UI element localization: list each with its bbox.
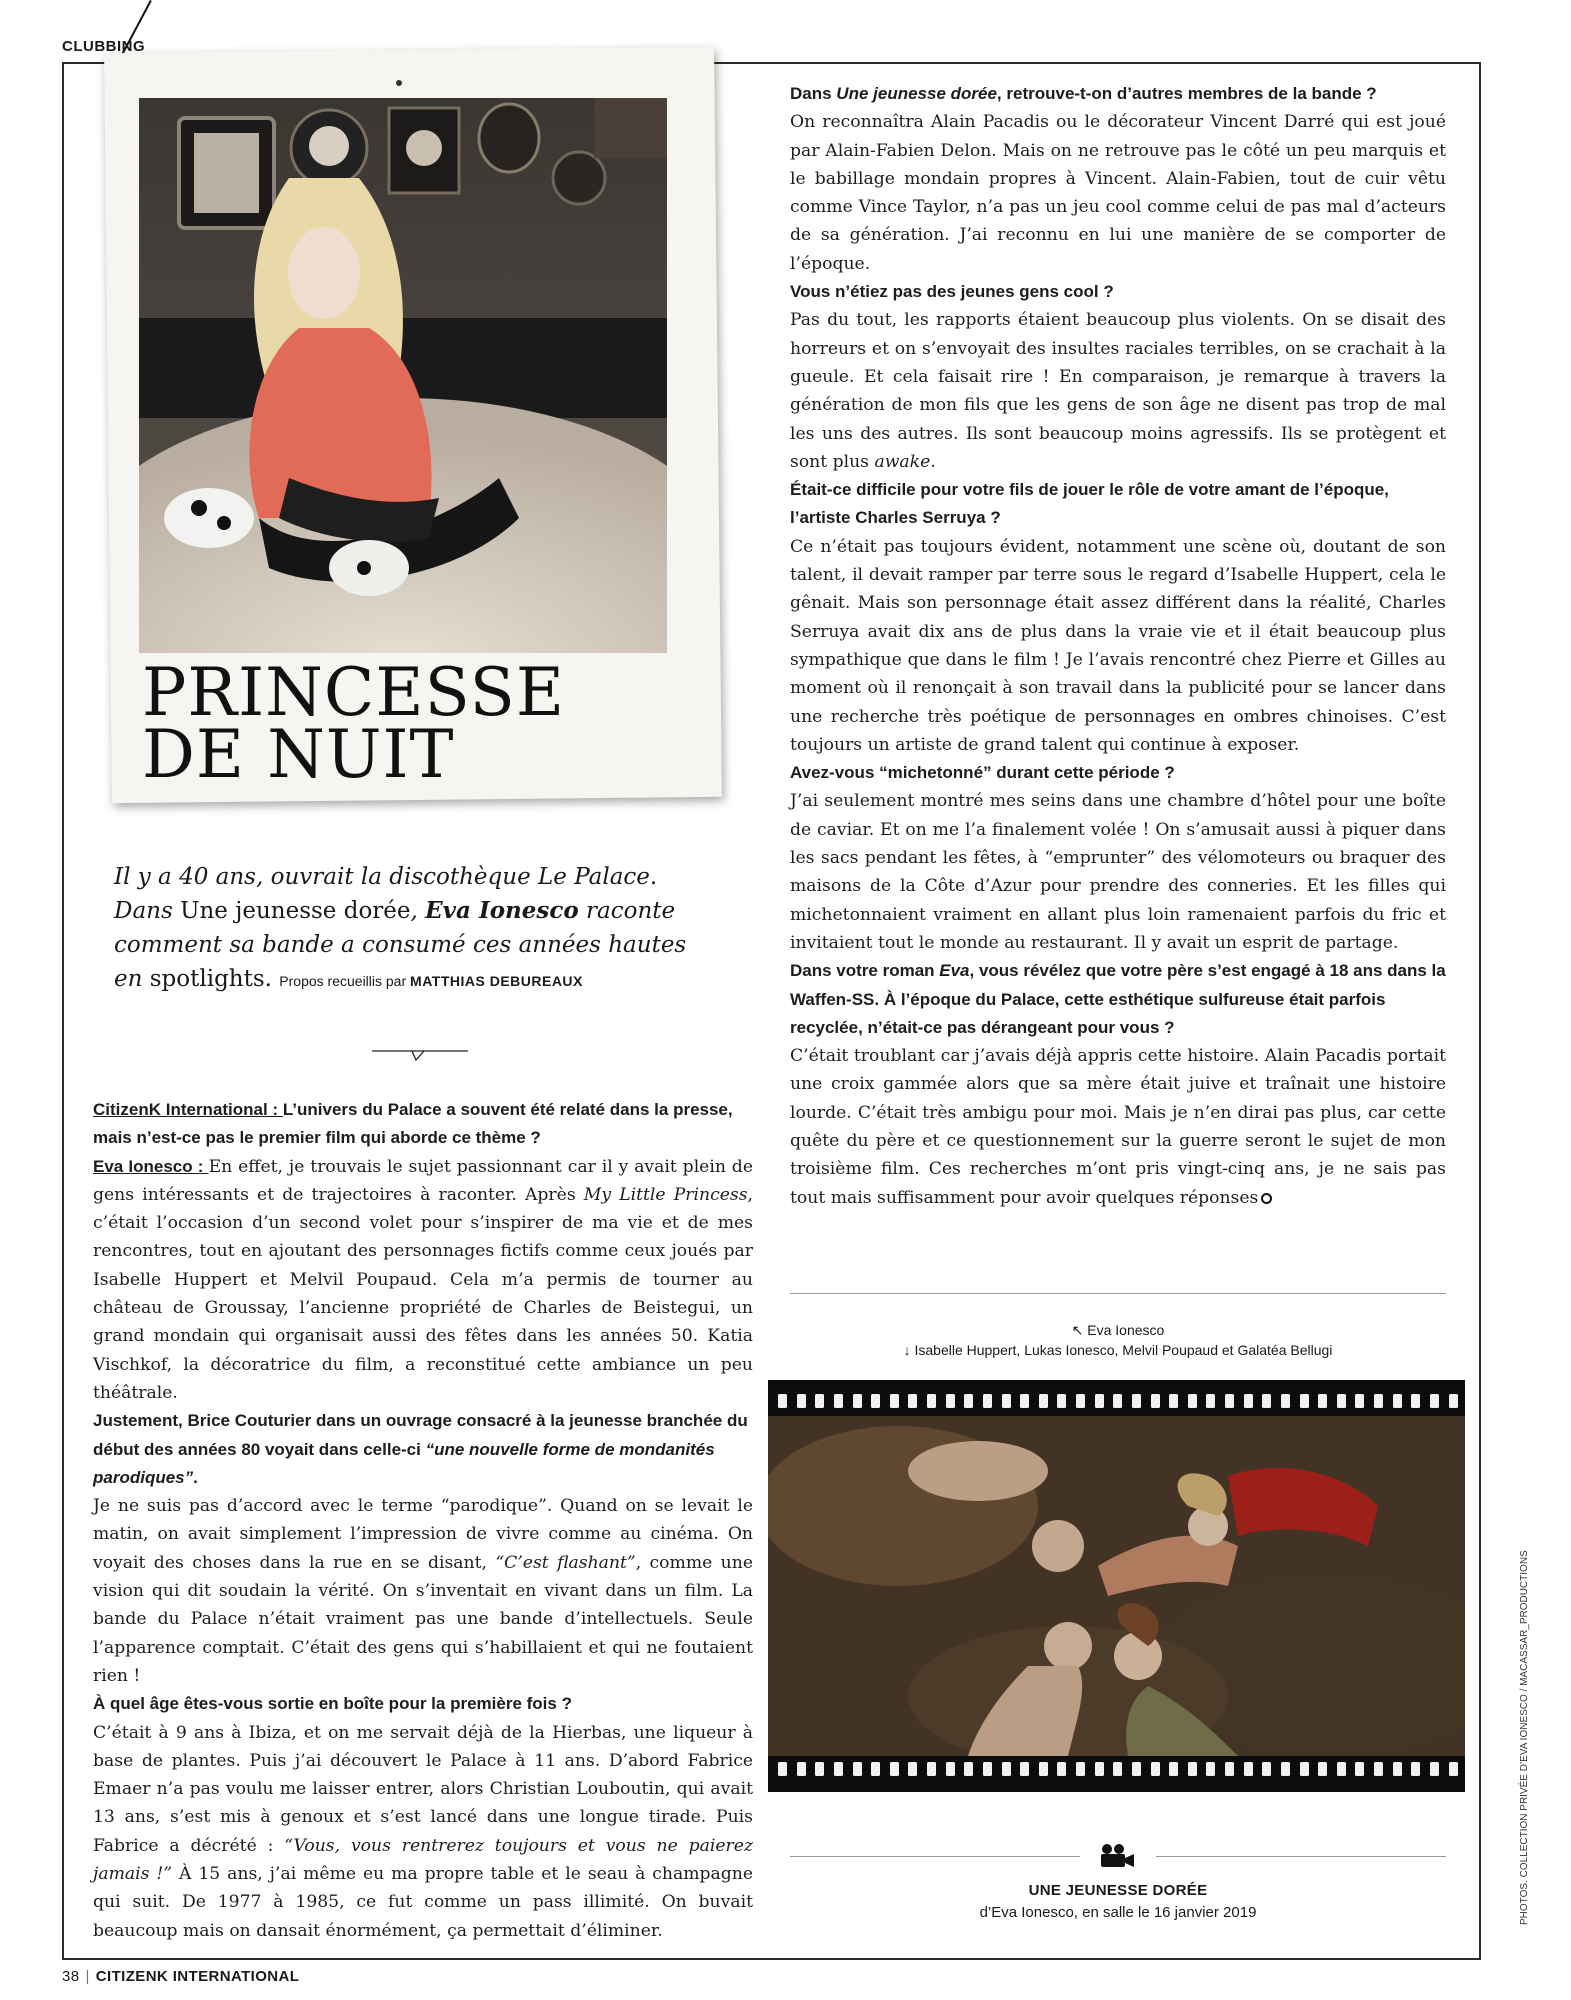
intro-standfirst	[114, 860, 714, 998]
intro-text-1: Il y a 40 ans, ouvrait la discothèque Le Palace. Dans	[114, 864, 658, 924]
question-4-part-2: , retrouve-t-on d’autres membres de la bande ?	[996, 84, 1377, 103]
answer-1-part-1: En effet, je trouvais le sujet passionnant car il y avait plein de gens intéressants et de trajectoires à raconter. Après	[93, 1156, 753, 1205]
footer-separator: |	[85, 1968, 90, 1985]
section-label: CLUBBING	[62, 38, 146, 55]
caption-cast: ↓ Isabelle Huppert, Lukas Ionesco, Melvil Poupaud et Galatéa Bellugi	[903, 1342, 1333, 1358]
answer-2-quote: “C’est flashant”	[495, 1552, 636, 1573]
question-2-part-1: Justement, Brice Couturier dans un ouvrage consacré à la jeunesse branchée du début des années 80 voyait dans celle-ci	[93, 1411, 748, 1459]
headline-line-1: PRINCESSE	[142, 654, 566, 731]
answer-7: J’ai seulement montré mes seins dans une chambre d’hôtel pour une boîte de caviar. Et on me l’a finalement volée ! On s’amusait aussi à piquer dans les sacs pendant les fêtes, à “emprunter” des vélomoteurs ou braquer des maisons de la Côte d’Azur pour prendre des conneries. Et les filles qui michetonnaient vraiment en allant plus loin ramenaient parfois du fric et invitaient tout le monde au restaurant. Il y avait un esprit de partage.	[790, 791, 1446, 953]
answer-5-part-2: .	[930, 451, 936, 472]
film-still-filmstrip	[768, 1380, 1465, 1792]
speaker-eva: Eva Ionesco :	[93, 1156, 209, 1176]
speaker-magazine: CitizenK International :	[93, 1100, 283, 1119]
answer-2	[93, 1492, 753, 1690]
answer-1	[93, 1153, 753, 1408]
question-8	[790, 957, 1446, 1042]
question-4-title: Une jeunesse dorée	[836, 84, 997, 103]
magazine-name: CITIZENK INTERNATIONAL	[95, 1968, 300, 1985]
answer-3-quote: “Vous, vous rentrerez toujours et vous ne paierez jamais !”	[93, 1835, 753, 1885]
pin-icon	[396, 80, 402, 86]
intro-spotlights: spotlights	[149, 966, 265, 992]
filmstrip-perforations-bottom	[778, 1762, 1458, 1778]
question-4	[790, 80, 1446, 108]
divider-ornament	[372, 1048, 468, 1062]
credit-author: MATTHIAS DEBUREAUX	[410, 973, 583, 989]
interview-right-column	[790, 80, 1446, 1212]
answer-1-title: My Little Princess	[583, 1184, 748, 1205]
filmstrip-perforations-top	[778, 1394, 1458, 1410]
answer-2-part-1: Je ne suis pas d’accord avec le terme “parodique”. Quand on se levait le matin, on avait simplement l’impression de vivre comme au cinéma. On voyait des choses dans la rue en se disant,	[93, 1496, 753, 1573]
headline	[142, 654, 566, 793]
answer-8-text: C’était troublant car j’avais déjà appris cette histoire. Alain Pacadis portait une croix gammée alors que sa mère était juive et traînait une histoire lourde. C’était très ambigu pour moi. Mais je n’en dirai pas plus, car cette quête du père et ce questionnement sur la guerre seront le sujet de mon troisième film. Ces recherches m’ont pris vingt-cinq ans, je ne sais pas tout mais suffisamment pour avoir quelques réponses	[790, 1046, 1446, 1208]
question-6: Était-ce difficile pour votre fils de jouer le rôle de votre amant de l’époque, l’artiste Charles Serruya ?	[790, 480, 1389, 528]
question-3: À quel âge êtes-vous sortie en boîte pour la première fois ?	[93, 1694, 572, 1714]
answer-5	[790, 306, 1446, 476]
answer-3	[93, 1719, 753, 1945]
cast-photo	[768, 1416, 1465, 1756]
photo-credit: PHOTOS. COLLECTION PRIVÉE D’EVA IONESCO / MACASSAR_PRODUCTIONS	[1519, 1550, 1530, 1925]
eva-ionesco-photo	[139, 98, 667, 653]
answer-5-part-1: Pas du tout, les rapports étaient beaucoup plus violents. On se disait des horreurs et on s’envoyait des insultes raciales terribles, on se crachait à la gueule. Et cela faisait rire ! En comparaison, je remarque à travers la génération de mon fils que les gens de son âge ne disent pas trop de mal les uns des autres. Ils sont beaucoup moins agressifs. Ils se protègent et sont plus	[790, 310, 1446, 472]
end-circle-icon	[1261, 1193, 1272, 1204]
question-2	[93, 1407, 753, 1492]
question-8-title: Eva	[939, 961, 970, 981]
intro-text-3: raconte comment sa bande a consumé ces années hautes en	[114, 898, 687, 992]
movie-camera-icon	[1098, 1843, 1136, 1869]
answer-2-part-2: , comme une vision qui dit soudain la vérité. On s’inventait en vivant dans un film. La bande du Palace n’était vraiment pas une bande d’intellectuels. Seule l’apparence comptait. C’était des gens qui s’habillaient et qui ne foutaient rien !	[93, 1552, 753, 1686]
answer-3-part-1: C’était à 9 ans à Ibiza, et on me servait déjà de la Hierbas, une liqueur à base de plantes. Puis j’ai découvert le Palace à 11 ans. D’abord Fabrice Emaer n’a pas voulu me laisser entrer, alors Christian Louboutin, qui avait 13 ans, s’est mis à genoux et s’est lancé dans une longue tirade. Puis Fabrice a décrété :	[93, 1722, 753, 1856]
question-8-part-1: Dans votre roman	[790, 961, 940, 981]
answer-1-part-2: , c’était l’occasion d’un second volet pour s’inspirer de ma vie et de mes rencontres, tout en ajoutant des personnages fictifs comme ceux joués par Isabelle Huppert et Melvil Poupaud. Cela m’a permis de tourner au château de Groussay, l’ancienne propriété de Charles de Beistegui, un grand mondain qui organisait aussi des fêtes dans les années 50. Katia Vischkof, la décoratrice du film, a reconstitué cette ambiance un peu théâtrale.	[93, 1184, 753, 1403]
question-4-part-1: Dans	[790, 84, 837, 103]
intro-film-title: Une jeunesse dorée	[180, 898, 411, 924]
question-2-quote: “une nouvelle forme de mondanités parodiques”	[93, 1439, 715, 1487]
film-rule-bottom-right	[1156, 1856, 1446, 1857]
intro-name: Eva Ionesco	[425, 897, 579, 924]
interview-left-column	[93, 1096, 753, 1945]
answer-6: Ce n’était pas toujours évident, notamment une scène où, doutant de son talent, il devait ramper par terre sous le regard d’Isabelle Huppert, cela le gênait. Mais son personnage était assez différent dans la réalité, Charles Serruya avait dix ans de plus dans la vraie vie et il était beaucoup plus sympathique que dans le film ! Je l’avais rencontré chez Pierre et Gilles au moment où il renonçait à son travail dans la publicité pour se lancer dans une recherche très poétique de personnages en ombres chinoises. C’est toujours un artiste de grand talent qui continue à exposer.	[790, 536, 1446, 755]
question-7: Avez-vous “michetonné” durant cette période ?	[790, 763, 1175, 783]
answer-4: On reconnaîtra Alain Pacadis ou le décorateur Vincent Darré qui est joué par Alain-Fabien Delon. Mais on ne retrouve pas le côté un peu marquis et le babillage mondain propres à Vincent. Alain-Fabien, tout de cuir vêtu comme Vince Taylor, n’a pas un jeu cool comme celui de pas mal d’acteurs de sa génération. J’ai reconnu en lui une manière de se comporter de l’époque.	[790, 112, 1446, 274]
question-2-part-2: .	[193, 1467, 198, 1487]
film-info	[790, 1880, 1446, 1924]
question-1	[93, 1096, 753, 1153]
caption-eva: ↖ Eva Ionesco	[1071, 1322, 1165, 1338]
answer-3-part-2: À 15 ans, j’ai même eu ma propre table et le seau à champagne qui suit. De 1977 à 1985, ce fut comme un pass illimité. On buvait beaucoup mais on dansait énormément, ça permettait d’éliminer.	[93, 1864, 753, 1941]
question-1-text: L’univers du Palace a souvent été relaté dans la presse, mais n’est-ce pas le premier film qui aborde ce thème ?	[93, 1100, 733, 1148]
page-footer	[62, 1968, 299, 1985]
headline-line-2: DE NUIT	[142, 716, 455, 793]
intro-text-4: .	[264, 966, 280, 992]
question-5: Vous n’étiez pas des jeunes gens cool ?	[790, 282, 1114, 302]
film-release: d’Eva Ionesco, en salle le 16 janvier 2019	[979, 1904, 1257, 1921]
film-title: UNE JEUNESSE DORÉE	[1028, 1882, 1208, 1899]
film-rule-bottom	[790, 1856, 1080, 1857]
intro-text-2: ,	[410, 898, 426, 924]
question-8-part-2: , vous révélez que votre père s’est engagé à 18 ans dans la Waffen-SS. À l’époque du Palace, cette esthétique sulfureuse était parfois recyclée, n’était-ce pas dérangeant pour vous ?	[790, 961, 1446, 1037]
intro-credit	[279, 973, 583, 989]
credit-prefix: Propos recueillis par	[279, 973, 407, 989]
answer-5-awake: awake	[874, 451, 931, 472]
page-number: 38	[62, 1968, 80, 1985]
answer-8	[790, 1042, 1446, 1212]
caption-rule-top	[790, 1293, 1446, 1294]
photo-captions	[790, 1320, 1446, 1360]
